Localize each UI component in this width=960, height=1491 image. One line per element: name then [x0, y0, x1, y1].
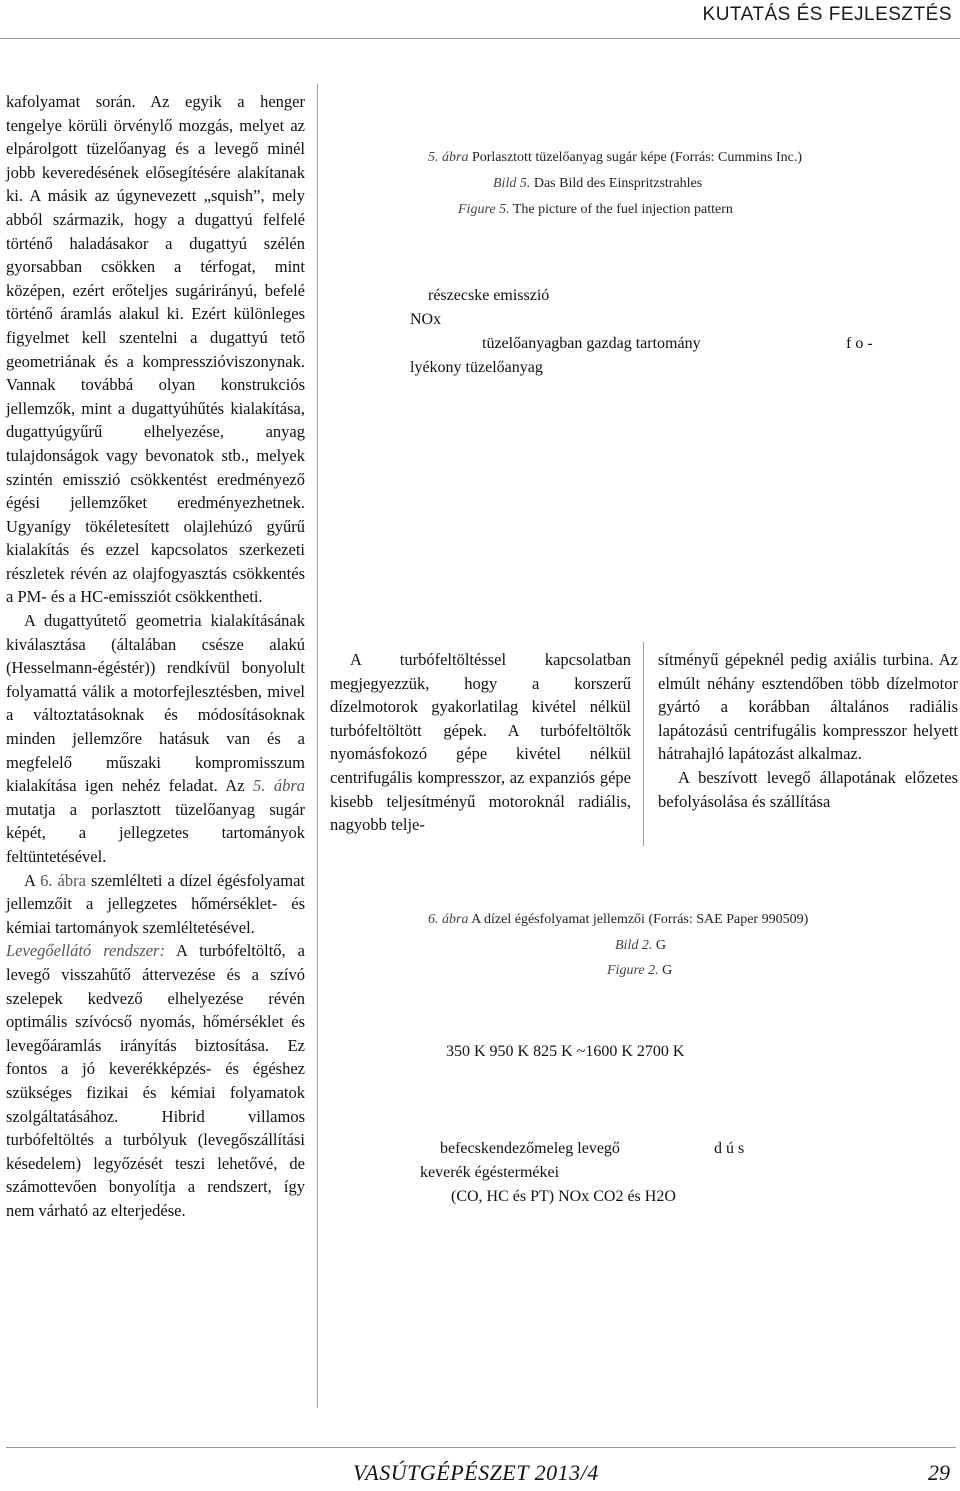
paragraph-2-tail: mutatja a porlasztott tüzelőanyag sugár képét, a jellegzetes tartományok feltüntetésével. [6, 799, 305, 866]
figure-6-temperatures: 350 K 950 K 825 K ~1600 K 2700 K [446, 1043, 685, 1060]
figure-6-text-de: G [652, 938, 666, 953]
column-rule-left [317, 84, 318, 1408]
middle-column [330, 648, 631, 837]
figure-5-number-en: Figure 5. [458, 202, 510, 217]
paragraph-4 [6, 939, 305, 1222]
paragraph-3 [6, 869, 305, 940]
figure-5-text-de: Das Bild des Einspritzstrahles [530, 176, 703, 191]
figure-6-number-hu: 6. ábra [428, 912, 469, 927]
header-rule [0, 38, 960, 39]
figure-6-reference[interactable]: 6. ábra [40, 870, 86, 890]
figure-5-label-nox: NOx [410, 311, 442, 328]
figure-6-caption-hu [428, 912, 808, 928]
paragraph-2-text: A dugattyútető geometria kialakításának kiválasztása (általában csésze alakú (Hesselmann-égéstér)) rendkívül bonyolult folyamattá válik a motorfejlesztésben, mivel a változtatásoknak és módosításoknak minden jellemzőre hatásuk van és a megfelelő műszaki kompromisszum kialakítása igen nehéz feladat. Az [6, 611, 305, 796]
figure-5-label-particle: részecske emisszió [428, 287, 550, 304]
figure-5-label-liquid-b: lyékony tüzelőanyag [410, 359, 543, 376]
figure-6-text-en: G [658, 963, 673, 978]
paragraph-2 [6, 609, 305, 869]
right-paragraph-2: A beszívott levegő állapotának előzetes befolyásolása és szállítása [658, 767, 958, 811]
figure-6-number-en: Figure 2. [607, 963, 659, 978]
figure-6-label-injector [440, 1140, 620, 1158]
right-paragraph-1: sítményű gépeknél pedig axiális turbina. Az elmúlt néhány esztendőben több dízelmotor gyártó a korábban általános radiális lapátozású centrifugális kompresszor helyett hátrahajló lapátozást alkalmaz. [658, 650, 958, 764]
paragraph-3-head: A [24, 870, 41, 890]
figure-6-label-rich: d ú s [714, 1140, 745, 1157]
right-column [658, 648, 958, 813]
figure-5-caption-de [493, 176, 702, 192]
paragraph-3-tail: szemlélteti a dízel égésfolyamat jellemzőit a jellegzetes hőmérséklet- és kémiai tartományok szemléltetésével. [6, 870, 305, 937]
paragraph-4-lead: Levegőellátó rendszer: [6, 941, 165, 961]
middle-paragraph: A turbófeltöltéssel kapcsolatban megjegyezzük, hogy a korszerű dízelmotorok gyakorlatilag kivétel nélkül turbófeltöltött gépek. A turbófeltöltők nyomásfokozó gépe kivétel nélkül centrifugális kompresszor, az expanziós gépe kisebb teljesítményű motoroknál radiális, nagyobb telje- [330, 650, 631, 835]
paragraph-1: kafolyamat során. Az egyik a henger tengelye körüli örvénylő mozgás, melyet az elpárolgott tüzelőanyag és a levegő minél jobb keveredésének elősegítésére alakítanak ki. A másik az úgynevezett „squish”, mely abból származik, hogy a dugattyú felfelé történő haladásakor a dugattyú szélén gyorsabban csökken a térfogat, mint középen, ezért erőteljes sugárirányú, befelé történő áramlás alakul ki. Ezért különleges figyelmet kell szentelni a dugattyú tető geometriának és a kompresszióviszonynak. Vannak továbbá olyan konstrukciós jellemzők, mint a dugattyúhűtés kialakítása, dugattyúgyűrű elhelyezése, anyag tulajdonságok vagy bevonatok stb., melyek szintén emisszió csökkentést eredményező égési jellemzőket eredményezhetnek. Ugyanígy tökéletesített olajlehúzó gyűrű kialakítás és ezzel kapcsolatos szerkezeti részletek révén az olajfogyasztás csökkentés a PM- és a HC-emissziót csökkentheti. [6, 92, 305, 607]
figure-6-hot-air: meleg levegő [534, 1140, 620, 1157]
figure-5-text-en: The picture of the fuel injection pattern [509, 202, 733, 217]
paragraph-4-text: A turbófeltöltő, a levegő visszahűtő áttervezése és a szívó szelepek kedvező elhelyezése révén optimális szívócső nyomás, hőmérséklet és levegőáramlás irányítás biztosítása. Ez fontos a jó keverékképzés- és égéshez szükséges fizikai és kémiai folyamatok szolgáltatásához. Hibrid villamos turbófeltöltés a turbólyuk (levegőszállítási késedelem) legyőzését teszi lehetővé, de számottevően bonyolítja a rendszert, így nem várható az elterjedése. [6, 941, 306, 1220]
journal-name: VASÚTGÉPÉSZET 2013/4 [353, 1460, 599, 1485]
figure-6-caption-de [615, 938, 666, 954]
figure-5-number-de: Bild 5. [493, 176, 531, 191]
footer-rule [6, 1447, 956, 1448]
page-number: 29 [928, 1460, 950, 1485]
figure-5-caption-en [458, 202, 733, 218]
figure-5-label-liquid-a: f o - [846, 335, 873, 352]
figure-5-label-rich: tüzelőanyagban gazdag tartomány [482, 335, 701, 352]
figure-5-text-hu: Porlasztott tüzelőanyag sugár képe (Forrás: Cummins Inc.) [468, 150, 803, 165]
left-column [6, 90, 305, 1223]
figure-6-label-products: (CO, HC és PT) NOx CO2 és H2O [451, 1188, 676, 1205]
figure-6-caption-en [607, 963, 672, 979]
figure-5-number-hu: 5. ábra [428, 150, 469, 165]
figure-6-number-de: Bild 2. [615, 938, 653, 953]
figure-5-caption-hu [428, 150, 802, 166]
figure-6-injector: befecskendező [440, 1140, 535, 1157]
section-header: KUTATÁS ÉS FEJLESZTÉS [702, 4, 952, 25]
figure-6-label-mix: keverék égéstermékei [420, 1164, 560, 1181]
column-rule-right [643, 642, 644, 846]
figure-6-text-hu: A dízel égésfolyamat jellemzői (Forrás: SAE Paper 990509) [468, 912, 809, 927]
figure-5-reference[interactable]: 5. ábra [253, 776, 305, 796]
